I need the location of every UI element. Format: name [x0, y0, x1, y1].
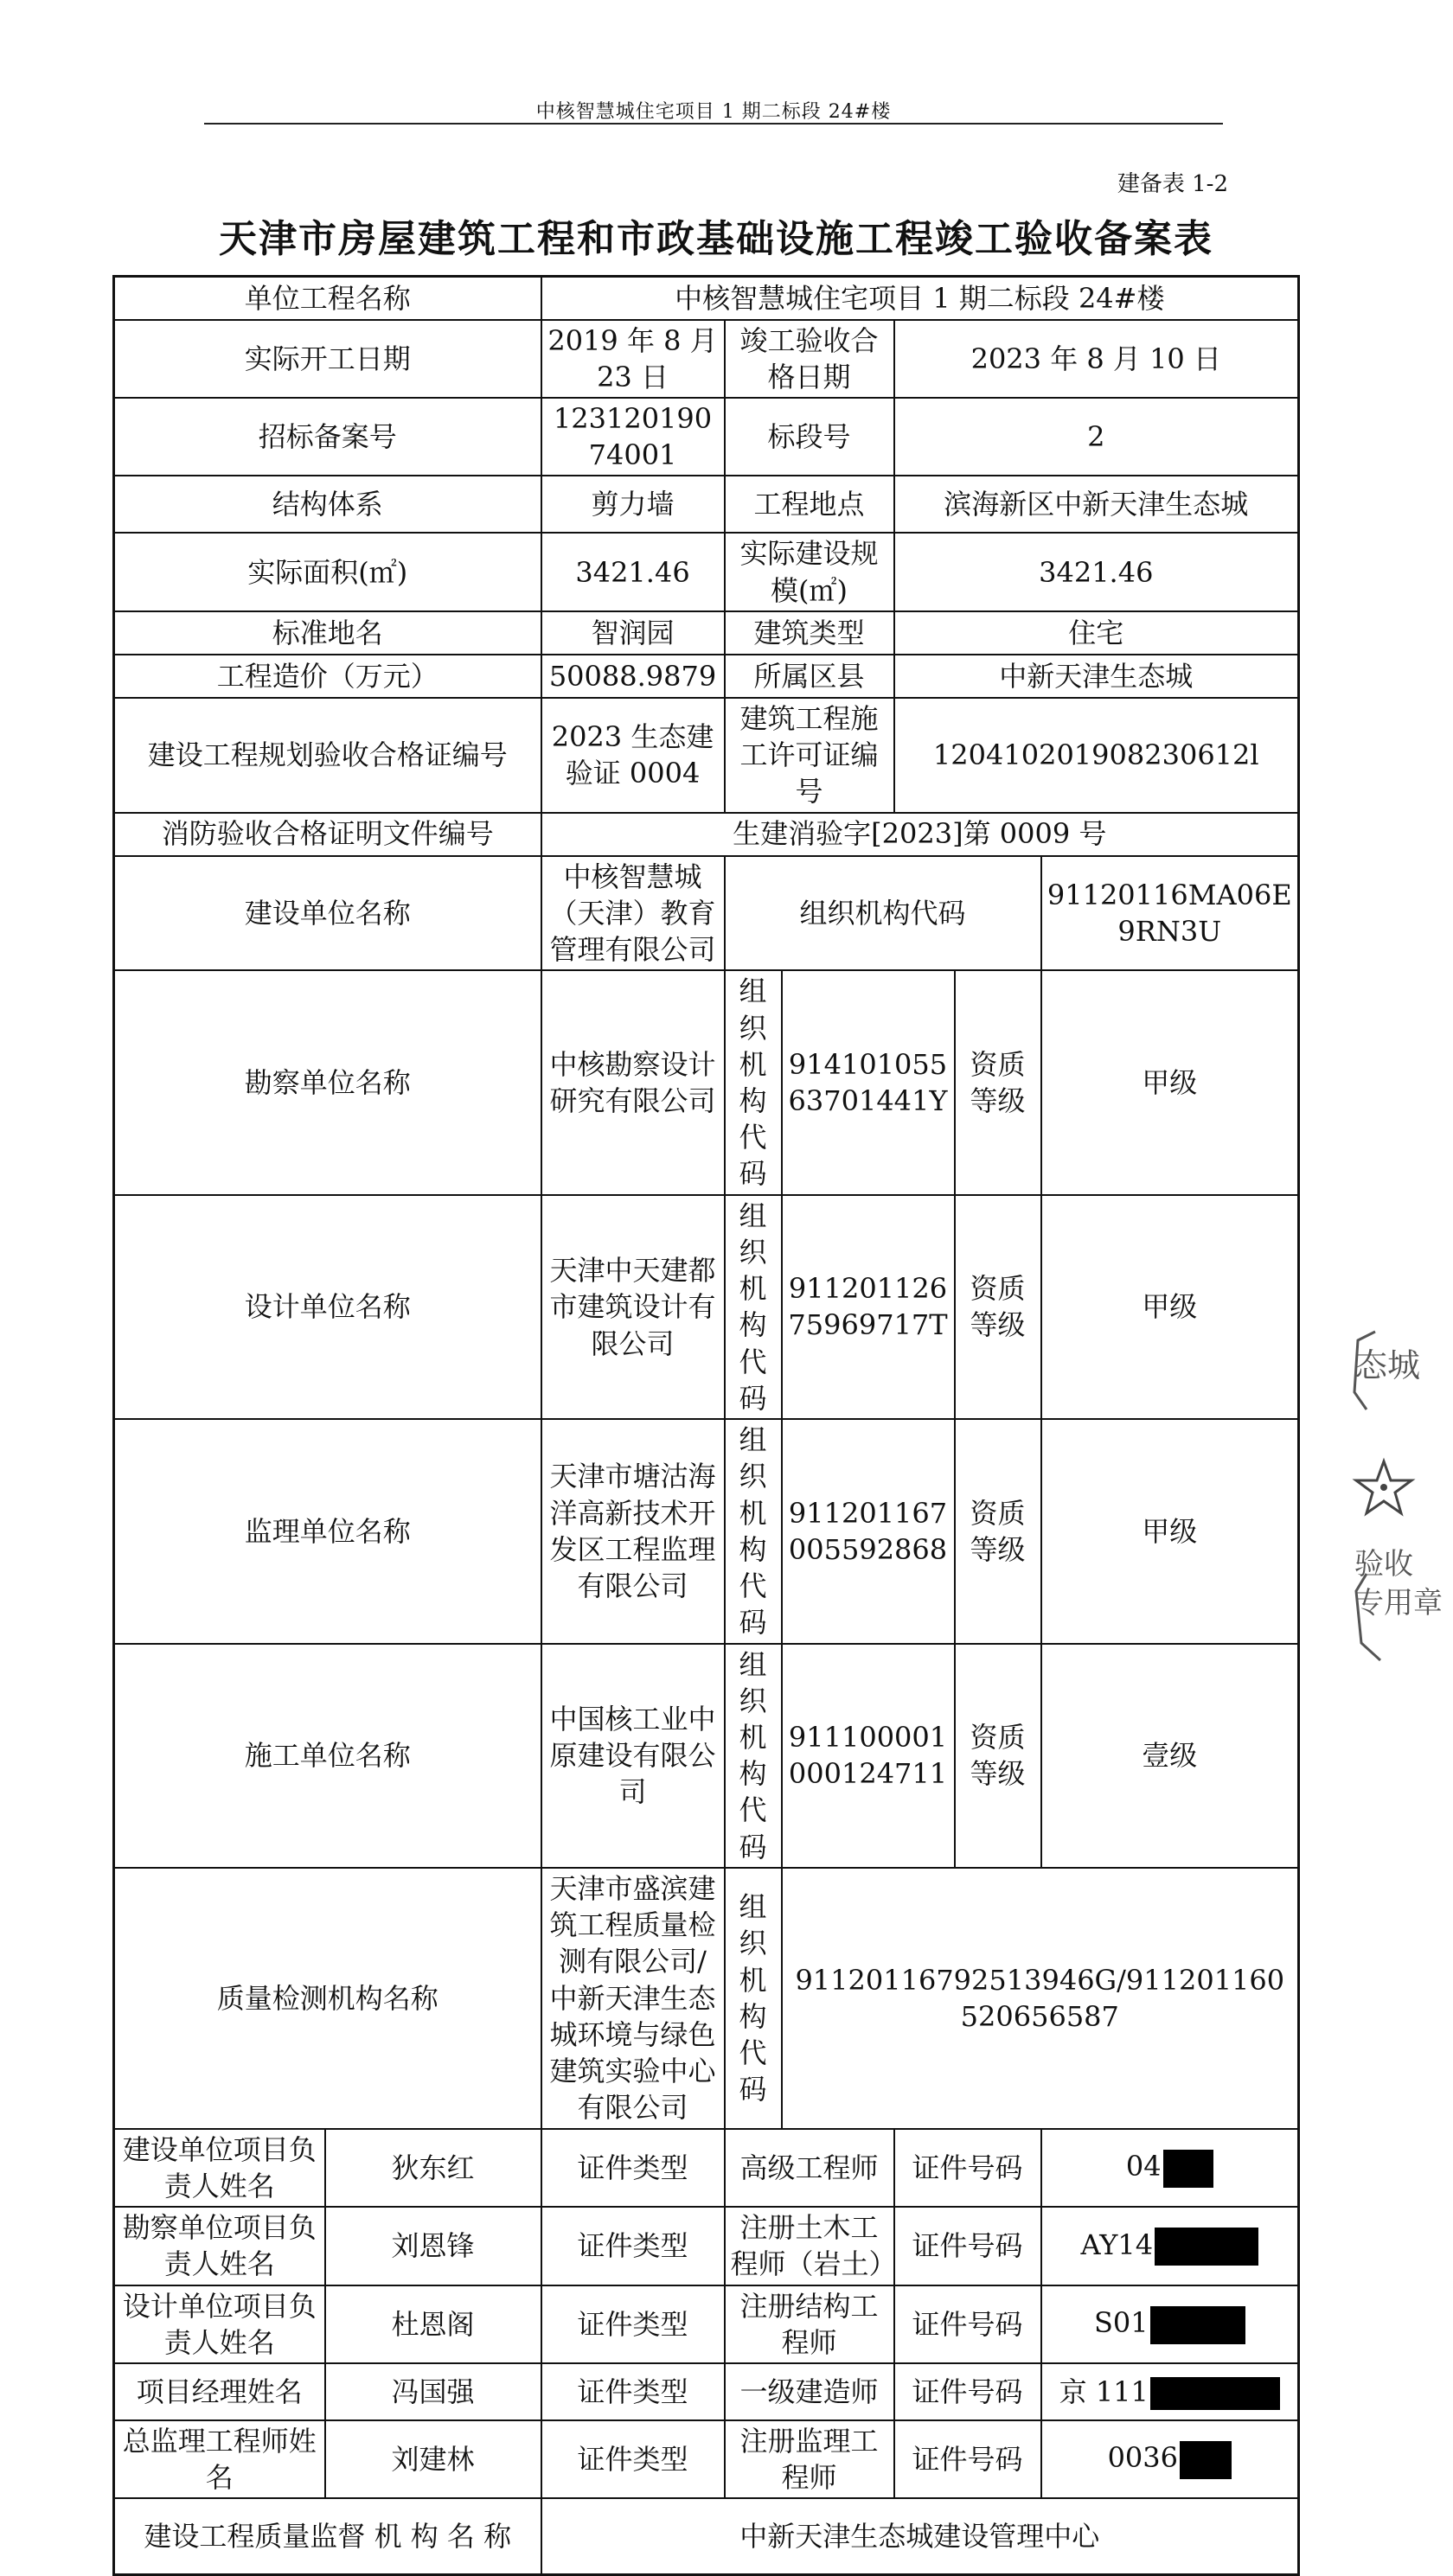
value-supervise-qual: 甲级 [1041, 1419, 1299, 1643]
label-supervise-org-code: 组织机构代码 [725, 1419, 782, 1643]
row-builder [114, 856, 1299, 971]
redaction-block [1163, 2150, 1213, 2188]
value-project-name: 中核智慧城住宅项目 1 期二标段 24#楼 [541, 277, 1299, 320]
acceptance-record-table [112, 275, 1300, 2576]
value-start-date: 2019 年 8 月 23 日 [541, 320, 725, 398]
value-survey: 中核勘察设计研究有限公司 [541, 970, 725, 1194]
label-place-name: 标准地名 [114, 611, 541, 655]
label-pm-cert-type: 证件类型 [541, 2363, 725, 2420]
value-builder-pm-cert-no [1041, 2129, 1299, 2207]
header-rule [204, 123, 1223, 125]
label-building-type: 建筑类型 [725, 611, 894, 655]
form-title: 天津市房屋建筑工程和市政基础设施工程竣工验收备案表 [219, 217, 1213, 261]
label-pm: 项目经理姓名 [114, 2363, 325, 2420]
value-district: 中新天津生态城 [894, 655, 1299, 698]
label-chief-cert-type: 证件类型 [541, 2420, 725, 2498]
value-supervision-org: 中新天津生态城建设管理中心 [541, 2498, 1299, 2574]
label-pm-cert-no: 证件号码 [894, 2363, 1041, 2420]
value-supervise: 天津市塘沽海洋高新技术开发区工程监理有限公司 [541, 1419, 725, 1643]
svg-text:专用章: 专用章 [1354, 1586, 1443, 1620]
label-quality-check: 质量检测机构名称 [114, 1868, 541, 2129]
redaction-block [1150, 2377, 1280, 2410]
label-design: 设计单位名称 [114, 1195, 541, 1419]
value-scale: 3421.46 [894, 533, 1299, 610]
label-design-pm: 设计单位项目负责人姓名 [114, 2285, 325, 2363]
label-builder-org-code: 组织机构代码 [725, 856, 1041, 971]
value-chief: 刘建林 [325, 2420, 541, 2498]
value-chief-cert-no [1041, 2420, 1299, 2498]
value-survey-pm-cert-no [1041, 2207, 1299, 2285]
form-code: 建备表 1-2 [1117, 171, 1228, 197]
redaction-block [1180, 2441, 1232, 2479]
row-area [114, 533, 1299, 610]
row-plan-cert [114, 698, 1299, 813]
label-chief: 总监理工程师姓名 [114, 2420, 325, 2498]
label-fire-cert: 消防验收合格证明文件编号 [114, 813, 541, 856]
label-construction-permit: 建筑工程施工许可证编号 [725, 698, 894, 813]
value-builder-org-code: 91120116MA06E9RN3U [1041, 856, 1299, 971]
value-chief-cert-type: 注册监理工程师 [725, 2420, 894, 2498]
value-builder: 中核智慧城（天津）教育管理有限公司 [541, 856, 725, 971]
label-design-qual: 资质等级 [955, 1195, 1041, 1419]
label-supervision-org: 建设工程质量监督 机 构 名 称 [114, 2498, 541, 2574]
value-cost: 50088.9879 [541, 655, 725, 698]
row-place [114, 611, 1299, 655]
value-fire-cert: 生建消验字[2023]第 0009 号 [541, 813, 1299, 856]
label-survey-org-code: 组织机构代码 [725, 970, 782, 1194]
value-design-qual: 甲级 [1041, 1195, 1299, 1419]
label-survey-pm: 勘察单位项目负责人姓名 [114, 2207, 325, 2285]
label-supervise: 监理单位名称 [114, 1419, 541, 1643]
redaction-block [1150, 2306, 1245, 2344]
value-builder-pm: 狄东红 [325, 2129, 541, 2207]
label-survey-pm-cert-no: 证件号码 [894, 2207, 1041, 2285]
label-design-pm-cert-no: 证件号码 [894, 2285, 1041, 2363]
value-survey-org-code: 91410105563701441Y [782, 970, 955, 1194]
label-construct: 施工单位名称 [114, 1644, 541, 1868]
value-design-pm-cert-type: 注册结构工程师 [725, 2285, 894, 2363]
label-design-org-code: 组织机构代码 [725, 1195, 782, 1419]
cert-no-text: S01 [1093, 2306, 1149, 2339]
label-construct-qual: 资质等级 [955, 1644, 1041, 1868]
value-design-org-code: 91120112675969717T [782, 1195, 955, 1419]
value-construction-permit: 120410201908230612l [894, 698, 1299, 813]
label-builder: 建设单位名称 [114, 856, 541, 971]
label-design-pm-cert-type: 证件类型 [541, 2285, 725, 2363]
running-header: 中核智慧城住宅项目 1 期二标段 24#楼 [535, 101, 892, 123]
value-location: 滨海新区中新天津生态城 [894, 476, 1299, 533]
label-builder-pm-cert-type: 证件类型 [541, 2129, 725, 2207]
label-cost: 工程造价（万元） [114, 655, 541, 698]
cert-no-text: AY14 [1080, 2228, 1154, 2261]
value-construct-qual: 壹级 [1041, 1644, 1299, 1868]
row-supervision-org [114, 2498, 1299, 2574]
cert-no-text: 0036 [1107, 2441, 1178, 2475]
row-project-name [114, 277, 1299, 320]
row-pm [114, 2363, 1299, 2420]
value-pm-cert-type: 一级建造师 [725, 2363, 894, 2420]
svg-text:态城: 态城 [1354, 1346, 1421, 1384]
value-design: 天津中天建都市建筑设计有限公司 [541, 1195, 725, 1419]
value-survey-pm-cert-type: 注册土木工程师（岩土） [725, 2207, 894, 2285]
value-qc-org-code: 91120116792513946G/911201160520656587 [782, 1868, 1299, 2129]
redaction-block [1155, 2228, 1258, 2266]
label-structure: 结构体系 [114, 476, 541, 533]
row-builder-pm [114, 2129, 1299, 2207]
cert-no-text: 04 [1125, 2150, 1162, 2183]
value-structure: 剪力墙 [541, 476, 725, 533]
row-chief [114, 2420, 1299, 2498]
row-fire [114, 813, 1299, 856]
row-construct [114, 1644, 1299, 1868]
value-tender-no: 12312019074001 [541, 398, 725, 476]
label-section-no: 标段号 [725, 398, 894, 476]
row-survey [114, 970, 1299, 1194]
cert-no-text: 京 111 [1059, 2375, 1149, 2408]
value-area: 3421.46 [541, 533, 725, 610]
value-survey-pm: 刘恩锋 [325, 2207, 541, 2285]
value-place-name: 智润园 [541, 611, 725, 655]
label-construct-org-code: 组织机构代码 [725, 1644, 782, 1868]
value-design-pm-cert-no [1041, 2285, 1299, 2363]
value-building-type: 住宅 [894, 611, 1299, 655]
value-section-no: 2 [894, 398, 1299, 476]
label-qc-org-code: 组织机构代码 [725, 1868, 782, 2129]
label-builder-pm: 建设单位项目负责人姓名 [114, 2129, 325, 2207]
label-plan-cert: 建设工程规划验收合格证编号 [114, 698, 541, 813]
label-area: 实际面积(㎡) [114, 533, 541, 610]
value-plan-cert: 2023 生态建验证 0004 [541, 698, 725, 813]
row-survey-pm [114, 2207, 1299, 2285]
row-structure [114, 476, 1299, 533]
row-supervise [114, 1419, 1299, 1643]
label-chief-cert-no: 证件号码 [894, 2420, 1041, 2498]
value-accept-date: 2023 年 8 月 10 日 [894, 320, 1299, 398]
label-project-name: 单位工程名称 [114, 277, 541, 320]
value-construct: 中国核工业中原建设有限公司 [541, 1644, 725, 1868]
value-supervise-org-code: 911201167005592868 [782, 1419, 955, 1643]
value-design-pm: 杜恩阁 [325, 2285, 541, 2363]
label-supervise-qual: 资质等级 [955, 1419, 1041, 1643]
value-survey-qual: 甲级 [1041, 970, 1299, 1194]
label-survey-qual: 资质等级 [955, 970, 1041, 1194]
row-tender [114, 398, 1299, 476]
row-cost [114, 655, 1299, 698]
svg-text:验收: 验收 [1354, 1547, 1413, 1582]
row-dates [114, 320, 1299, 398]
row-design-pm [114, 2285, 1299, 2363]
row-quality-check [114, 1868, 1299, 2129]
value-quality-check: 天津市盛滨建筑工程质量检测有限公司/中新天津生态城环境与绿色建筑实验中心有限公司 [541, 1868, 725, 2129]
label-tender-no: 招标备案号 [114, 398, 541, 476]
seal-stamp [1349, 1314, 1453, 1678]
label-location: 工程地点 [725, 476, 894, 533]
label-district: 所属区县 [725, 655, 894, 698]
label-scale: 实际建设规模(㎡) [725, 533, 894, 610]
label-survey: 勘察单位名称 [114, 970, 541, 1194]
value-builder-pm-cert-type: 高级工程师 [725, 2129, 894, 2207]
label-survey-pm-cert-type: 证件类型 [541, 2207, 725, 2285]
value-pm-cert-no [1041, 2363, 1299, 2420]
row-design [114, 1195, 1299, 1419]
label-accept-date: 竣工验收合格日期 [725, 320, 894, 398]
value-construct-org-code: 911100001000124711 [782, 1644, 955, 1868]
label-start-date: 实际开工日期 [114, 320, 541, 398]
label-builder-pm-cert-no: 证件号码 [894, 2129, 1041, 2207]
value-pm: 冯国强 [325, 2363, 541, 2420]
